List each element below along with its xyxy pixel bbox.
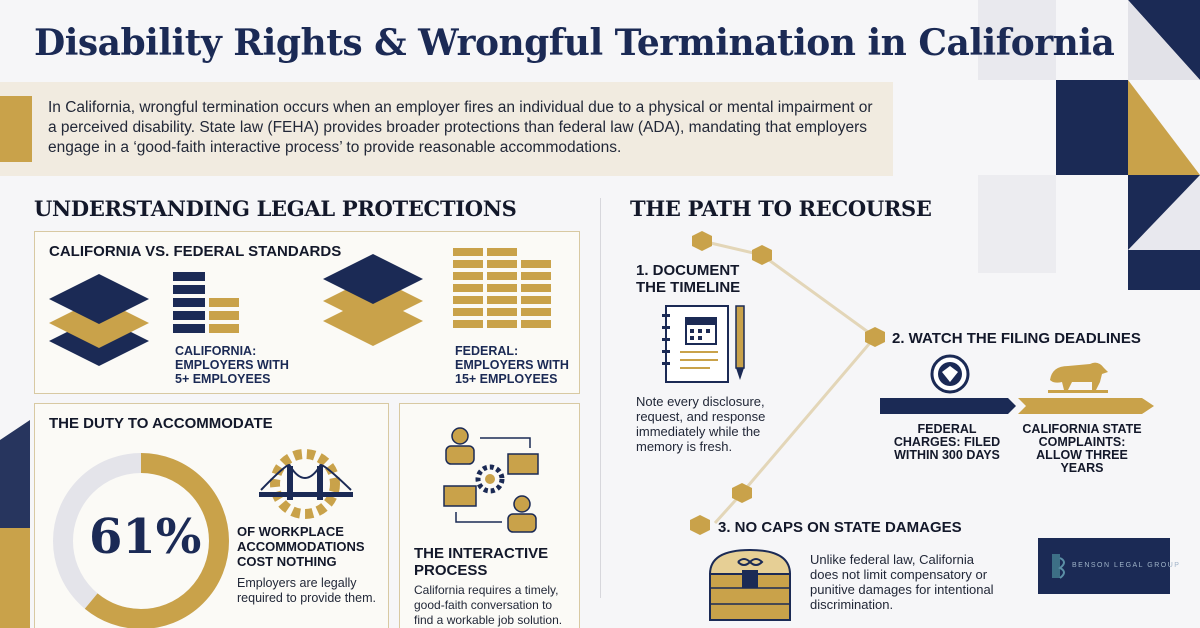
duty-title: THE DUTY TO ACCOMMODATE	[49, 415, 273, 432]
interactive-title: THE INTERACTIVE PROCESS	[414, 545, 549, 579]
page-title: Disability Rights & Wrongful Termination in California	[34, 22, 1115, 64]
calendar-notebook-icon	[660, 302, 752, 384]
left-section-title: UNDERSTANDING LEGAL PROTECTIONS	[34, 196, 517, 221]
intro-banner	[0, 82, 893, 176]
step3-text: Unlike federal law, California does not limit compensatory or punitive damages for intentional discrimination.	[810, 552, 994, 612]
interactive-text: California requires a timely, good-faith conversation to find a workable job solution.	[414, 583, 563, 627]
intro-accent-bar	[0, 96, 32, 162]
duty-subtext: Employers are legally required to provide them.	[237, 576, 376, 605]
treasure-chest-icon	[704, 546, 796, 624]
duty-headline: OF WORKPLACE ACCOMMODATIONS COST NOTHING	[237, 524, 365, 569]
federal-layers-icon	[323, 244, 563, 354]
interactive-box	[399, 403, 580, 628]
california-bear-icon	[1046, 356, 1110, 394]
bridge-gear-icon	[257, 446, 357, 526]
percent-value: 61%	[89, 509, 202, 565]
step2-title: 2. WATCH THE FILING DEADLINES	[892, 330, 1141, 347]
firm-logo	[1038, 538, 1181, 594]
logo-mark-icon	[1048, 552, 1070, 580]
federal-standard: FEDERAL: EMPLOYERS WITH 15+ EMPLOYEES	[455, 344, 569, 386]
column-divider	[600, 198, 601, 598]
logo-text: BENSON LEGAL GROUP	[1072, 562, 1181, 569]
california-deadline: CALIFORNIA STATE COMPLAINTS: ALLOW THREE YEARS	[1022, 422, 1142, 475]
standards-box	[34, 231, 580, 394]
federal-deadline	[892, 423, 1002, 462]
right-section-title: THE PATH TO RECOURSE	[630, 196, 932, 221]
federal-seal-icon	[928, 354, 972, 394]
step3-title: 3. NO CAPS ON STATE DAMAGES	[718, 519, 962, 536]
federal-deadline-text: FEDERAL CHARGES: FILED WITHIN 300 DAYS	[893, 422, 1001, 462]
step1-title: 1. DOCUMENT THE TIMELINE	[636, 262, 741, 296]
deadline-arrows	[880, 398, 1155, 414]
standards-title: CALIFORNIA VS. FEDERAL STANDARDS	[49, 243, 342, 260]
california-standard: CALIFORNIA: EMPLOYERS WITH 5+ EMPLOYEES	[175, 344, 289, 386]
intro-text: In California, wrongful termination occurs when an employer fires an individual due to a physical or mental impairment or a perceived disability. State law (FEHA) provides broader protections than federal law (ADA), mandating that employers engage in a ‘good-faith interactive process’ to provide reasonable accommodations.	[48, 99, 873, 156]
step1-text: Note every disclosure, request, and response immediately while the memory is fresh.	[636, 394, 766, 454]
interactive-process-icon	[440, 424, 544, 534]
duty-box	[34, 403, 389, 628]
